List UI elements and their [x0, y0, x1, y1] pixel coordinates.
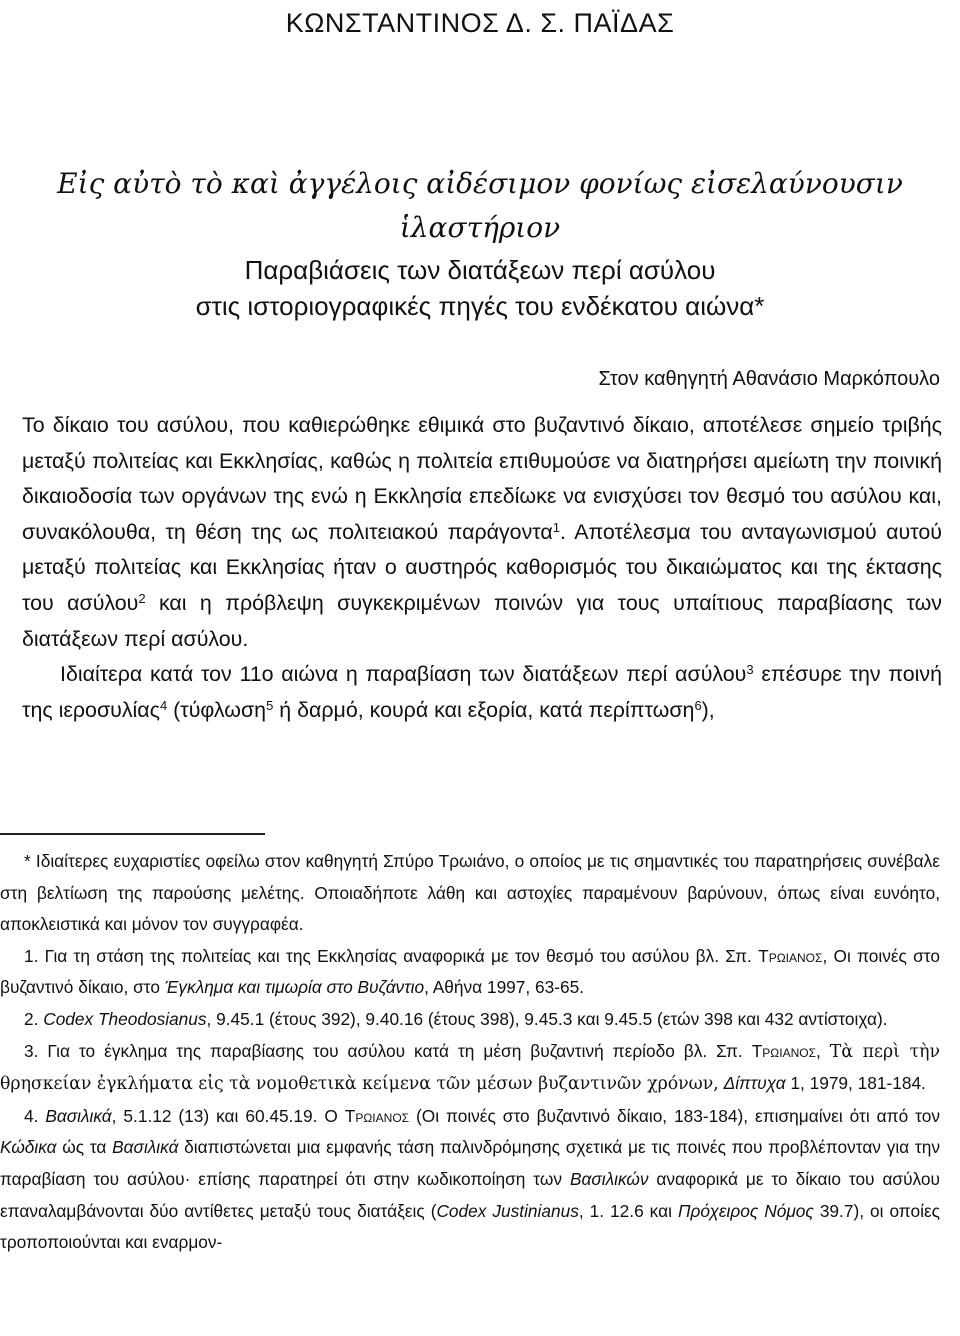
- epigraph-title: Εἰς αὐτὸ τὸ καὶ ἀγγέλοις αἰδέσιμον φονίως εἰσελαύνουσιν ἱλαστήριον: [57, 167, 903, 244]
- footnote-ref: 6: [694, 697, 702, 713]
- footnote-ref: 2: [138, 590, 146, 606]
- running-header: ΚΩΝΣΤΑΝΤΙΝΟΣ Δ. Σ. ΠΑΪΔΑΣ: [285, 8, 675, 38]
- article-subtitle: στις ιστοριογραφικές πηγές του ενδέκατου αιώνα*: [195, 291, 765, 321]
- article-title-block: [0, 162, 960, 324]
- footnote-separator: [0, 833, 265, 835]
- footnotes: [0, 846, 940, 1259]
- paragraph-2: Ιδιαίτερα κατά τον 11ο αιώνα η παραβίαση των διατάξεων περί ασύλου$^3$ επέσυρε την ποινή της ιεροσυλίας$^4$ (τύφλωση$^5$ ή δαρμό, κουρά και εξορία, κατά περίπτωση$^6$),: [22, 662, 942, 722]
- body-text: [22, 408, 942, 728]
- footnote-1: 1. Για τη στάση της πολιτείας και της Εκκλησίας αναφορικά με τον θεσμό του ασύλου βλ. Σπ. Τρωιανος, Οι ποινές στο βυζαντινό δίκαιο, στο Έγκλημα και τιμωρία στο Βυζάντιο, Αθήνα 1997, 63-65.: [0, 945, 940, 998]
- dedication: Στον καθηγητή Αθανάσιο Μαρκόπουλο: [598, 368, 940, 390]
- footnote-4: 4. Βασιλικά, 5.1.12 (13) και 60.45.19. Ο Τρωιανος (Οι ποινές στο βυζαντινό δίκαιο, 183-184), επισημαίνει ότι από τον Κώδικα ώς τα Βασιλικά διαπιστώνεται μια εμφανής τάση παλινδρόμησης σχετικά με τις ποινές που προβλέπονταν για την παραβίαση του ασύλου· επίσης παρατηρεί ότι στην κωδικοποίηση των Βασιλικών αναφορικά με το δίκαιο του ασύλου επαναλαμβάνονται δύο αντίθετες μεταξύ τους διατάξεις (Codex Justinianus, 1. 12.6 και Πρόχειρος Νόμος 39.7), οι οποίες τροποποιούνται και εναρμον-: [0, 1105, 940, 1253]
- footnote-star: * Ιδιαίτερες ευχαριστίες οφείλω στον καθηγητή Σπύρο Τρωιάνο, ο οποίος με τις σημαντικές του παρατηρήσεις συνέβαλε στη βελτίωση της παρούσης μελέτης. Οποιαδήποτε λάθη και αστοχίες παραμένουν βαρύνουν, όπως είναι ευνόητο, αποκλειστικά και μόνον τον συγγραφέα.: [0, 851, 940, 935]
- footnote-ref: 4: [159, 697, 168, 713]
- article-title: Παραβιάσεις των διατάξεων περί ασύλου: [244, 255, 716, 285]
- footnote-ref: 5: [266, 697, 274, 713]
- footnote-ref: 1: [552, 519, 561, 535]
- footnote-3: 3. Για το έγκλημα της παραβίασης του ασύλου κατά τη μέση βυζαντινή περίοδο βλ. Σπ. Τρωιανος, Τὰ περὶ τὴν θρησκείαν ἐγκλήματα εἰς τὰ νομοθετικὰ κείμενα τῶν μέσων βυζαντινῶν χρόνων, Δίπτυχα 1, 1979, 181-184.: [0, 1040, 940, 1095]
- paragraph-1: Το δίκαιο του ασύλου, που καθιερώθηκε εθιμικά στο βυζαντινό δίκαιο, αποτέλεσε σημείο τριβής μεταξύ πολιτείας και Εκκλησίας, καθώς η πολιτεία επιθυμούσε να διατηρήσει αμείωτη την ποινική δικαιοδοσία των οργάνων της ενώ η Εκκλησία επεδίωκε να ενισχύσει τον θεσμό του ασύλου και, συνακόλουθα, τη θέση της ως πολιτειακού παράγοντα$^1$. Αποτέλεσμα του ανταγωνισμού αυτού μεταξύ πολιτείας και Εκκλησίας ήταν ο αυστηρός καθορισμός του δικαιώματος και της έκτασης του ασύλου$^2$ και η πρόβλεψη συγκεκριμένων ποινών για τους υπαίτιους παραβίασης των διατάξεων περί ασύλου.: [22, 413, 942, 651]
- footnote-2: 2. Codex Theodosianus, 9.45.1 (έτους 392), 9.40.16 (έτους 398), 9.45.3 και 9.45.5 (ετών 398 και 432 αντίστοιχα).: [24, 1008, 888, 1029]
- footnote-ref: 3: [746, 662, 754, 678]
